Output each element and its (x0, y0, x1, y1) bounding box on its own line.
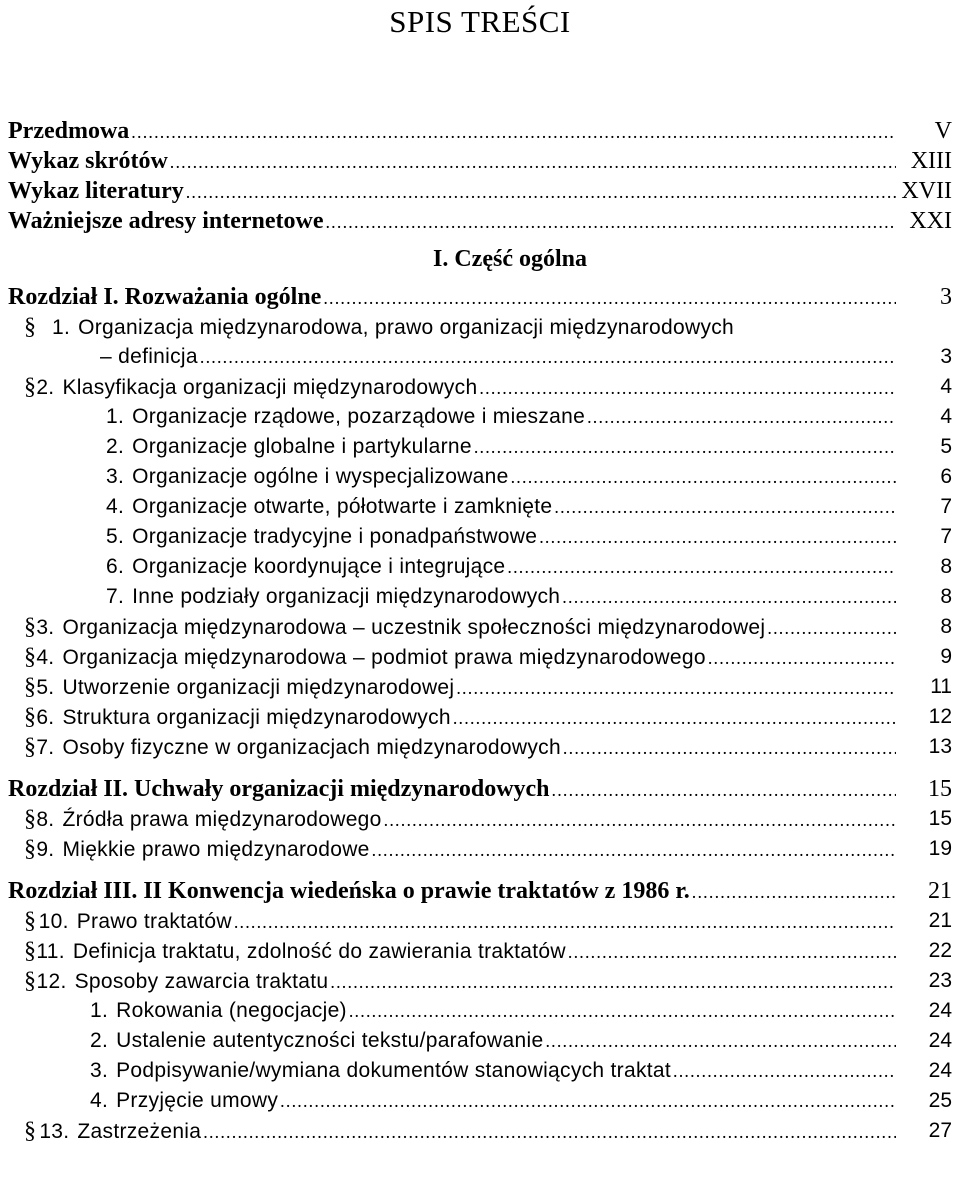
section-title: Miękkie prawo międzynarodowe (62, 838, 370, 861)
subsection-title: Inne podziały organizacji międzynarodowych (132, 585, 561, 608)
entry-page-number: 27 (928, 1119, 952, 1142)
entry-page-number: 6 (940, 465, 952, 488)
toc-entry-subsection[interactable] (0, 1026, 960, 1056)
part-heading-row (0, 244, 960, 274)
entry-page-number: 24 (928, 999, 952, 1022)
toc-entry-section-continuation[interactable] (0, 342, 960, 372)
entry-page-number: 7 (940, 525, 952, 548)
section-sign-icon: § (24, 674, 37, 700)
entry-title: Przedmowa (8, 118, 130, 144)
entry-page-number: 3 (940, 345, 952, 368)
dot-leader (562, 582, 896, 612)
section-number: 5. (36, 676, 55, 699)
section-title: Struktura organizacji międzynarodowych (62, 706, 451, 729)
subsection-number: 7. (106, 585, 125, 608)
subsection-title: Organizacje koordynujące i integrujące (132, 555, 506, 578)
subsection-number: 4. (90, 1089, 109, 1112)
dot-leader (554, 492, 896, 522)
subsection-title: Ustalenie autentyczności tekstu/parafowanie (116, 1029, 544, 1052)
section-sign-icon: § (24, 314, 37, 340)
toc-entry-section[interactable] (0, 1116, 960, 1146)
entry-page-number: XIII (910, 148, 952, 174)
dot-leader (539, 522, 896, 552)
entry-page-number: 11 (930, 675, 952, 698)
dot-leader (349, 996, 896, 1026)
section-number: 9. (36, 838, 55, 861)
toc-entry-front-matter[interactable] (0, 206, 960, 236)
entry-page-number: V (934, 118, 952, 144)
entry-page-number: 9 (940, 645, 952, 668)
dot-leader (456, 673, 896, 702)
section-sign-icon: § (24, 806, 37, 832)
toc-entry-section[interactable] (0, 834, 960, 864)
toc-entry-subsection[interactable] (0, 402, 960, 432)
subsection-title: Przyjęcie umowy (116, 1089, 279, 1112)
toc-entry-subsection[interactable] (0, 582, 960, 612)
section-title: Organizacja międzynarodowa – uczestnik społeczności międzynarodowej (62, 616, 766, 639)
entry-page-number: 8 (940, 555, 952, 578)
dot-leader (323, 283, 896, 312)
dot-leader (453, 703, 896, 732)
section-title: Źródła prawa międzynarodowego (62, 808, 382, 831)
entry-page-number: 21 (928, 909, 952, 932)
toc-entry-chapter[interactable] (0, 282, 960, 312)
dot-leader (479, 373, 896, 402)
subsection-number: 4. (106, 495, 125, 518)
entry-page-number: 21 (928, 878, 952, 904)
section-title: Organizacja międzynarodowa – podmiot prawa międzynarodowego (62, 646, 706, 669)
toc-entry-subsection[interactable] (0, 1056, 960, 1086)
section-sign-icon: § (24, 374, 37, 400)
dot-leader (372, 835, 896, 864)
toc-entry-section[interactable] (0, 804, 960, 834)
section-title: Definicja traktatu, zdolność do zawierania traktatów (72, 940, 566, 963)
dot-leader (507, 552, 896, 582)
dot-leader (552, 775, 896, 804)
dot-leader (325, 207, 896, 236)
section-sign-icon: § (24, 704, 37, 730)
subsection-number: 2. (106, 435, 125, 458)
section-sign-icon: § (24, 938, 37, 964)
entry-title: Wykaz literatury (8, 178, 184, 204)
toc-entry-section[interactable] (0, 966, 960, 996)
entry-page-number: 15 (928, 807, 952, 830)
subsection-number: 3. (106, 465, 125, 488)
toc-entry-section[interactable] (0, 642, 960, 672)
subsection-number: 2. (90, 1029, 109, 1052)
subsection-title: Organizacje globalne i partykularne (132, 435, 472, 458)
subsection-number: 6. (106, 555, 125, 578)
dot-leader (568, 937, 896, 966)
section-number: 10. (38, 910, 69, 933)
page-title: SPIS TREŚCI (389, 4, 571, 39)
entry-page-number: 24 (928, 1029, 952, 1052)
section-sign-icon: § (24, 1118, 37, 1144)
dot-leader (330, 967, 896, 996)
toc-entry-chapter[interactable] (0, 876, 960, 906)
table-of-contents (0, 116, 960, 1146)
section-title: Prawo traktatów (76, 910, 232, 933)
subsection-title: Organizacje tradycyjne i ponadpaństwowe (132, 525, 538, 548)
toc-entry-section[interactable] (0, 372, 960, 402)
toc-entry-subsection[interactable] (0, 996, 960, 1026)
subsection-number: 3. (90, 1059, 109, 1082)
section-number: 13. (39, 1120, 70, 1143)
section-sign-icon: § (24, 734, 37, 760)
section-number: 3. (36, 616, 55, 639)
entry-page-number: 23 (928, 969, 952, 992)
entry-page-number: 7 (940, 495, 952, 518)
section-title: Sposoby zawarcia traktatu (74, 970, 329, 993)
dot-leader (692, 877, 896, 906)
entry-page-number: 8 (940, 615, 952, 638)
dot-leader (587, 402, 896, 432)
section-sign-icon: § (24, 968, 37, 994)
subsection-number: 5. (106, 525, 125, 548)
entry-page-number: 12 (928, 705, 952, 728)
subsection-number: 1. (106, 405, 125, 428)
section-number: 6. (36, 706, 55, 729)
subsection-title: Podpisywanie/wymiana dokumentów stanowiących traktat (116, 1059, 671, 1082)
dot-leader (186, 177, 896, 206)
toc-entry-subsection[interactable] (0, 432, 960, 462)
section-number: 2. (36, 376, 55, 399)
toc-entry-section[interactable] (0, 612, 960, 642)
toc-entry-subsection[interactable] (0, 552, 960, 582)
subsection-title: Rokowania (negocjacje) (116, 999, 347, 1022)
toc-entry-subsection[interactable] (0, 492, 960, 522)
toc-entry-chapter[interactable] (0, 774, 960, 804)
section-title: Klasyfikacja organizacji międzynarodowych (62, 376, 478, 399)
dot-leader (673, 1056, 896, 1086)
section-title: Utworzenie organizacji międzynarodowej (62, 676, 455, 699)
section-number: 7. (36, 736, 55, 759)
section-sign-icon: § (24, 644, 37, 670)
section-number: 1. (52, 316, 71, 339)
section-title: Zastrzeżenia (77, 1120, 202, 1143)
subsection-number: 1. (90, 999, 109, 1022)
entry-page-number: 4 (940, 375, 952, 398)
toc-entry-section[interactable] (0, 732, 960, 762)
toc-entry-section[interactable] (0, 312, 960, 342)
chapter-title: Rozdział II. Uchwały organizacji międzynarodowych (8, 776, 550, 802)
toc-entry-subsection[interactable] (0, 462, 960, 492)
toc-entry-section[interactable] (0, 702, 960, 732)
section-sign-icon: § (24, 836, 37, 862)
toc-entry-front-matter[interactable] (0, 146, 960, 176)
entry-page-number: 19 (928, 837, 952, 860)
dot-leader (131, 117, 896, 146)
section-number: 4. (36, 646, 55, 669)
entry-page-number: 13 (928, 735, 952, 758)
section-sign-icon: § (24, 614, 37, 640)
dot-leader (280, 1086, 896, 1116)
dot-leader (384, 805, 896, 834)
toc-entry-subsection[interactable] (0, 1086, 960, 1116)
dot-leader (474, 432, 896, 462)
dot-leader (545, 1026, 896, 1056)
dot-leader (200, 342, 896, 372)
subsection-title: Organizacje ogólne i wyspecjalizowane (132, 465, 509, 488)
entry-title: Ważniejsze adresy internetowe (8, 208, 324, 234)
section-number: 12. (36, 970, 67, 993)
entry-page-number: XVII (901, 178, 952, 204)
section-title: Organizacja międzynarodowa, prawo organizacji międzynarodowych (78, 316, 735, 339)
entry-page-number: 15 (928, 776, 952, 802)
section-number: 11. (36, 940, 65, 963)
entry-page-number: 22 (928, 939, 952, 962)
entry-page-number: 8 (940, 585, 952, 608)
dot-leader (767, 613, 896, 642)
toc-entry-front-matter[interactable] (0, 176, 960, 206)
entry-page-number: 4 (940, 405, 952, 428)
chapter-title: Rozdział III. II Konwencja wiedeńska o prawie traktatów z 1986 r. (8, 878, 690, 904)
entry-page-number: 3 (940, 284, 952, 310)
subsection-title: Organizacje rządowe, pozarządowe i mieszane (132, 405, 586, 428)
dot-leader (708, 643, 896, 672)
toc-entry-subsection[interactable] (0, 522, 960, 552)
entry-page-number: 24 (928, 1059, 952, 1082)
section-title: Osoby fizyczne w organizacjach międzynarodowych (62, 736, 561, 759)
entry-page-number: 5 (940, 435, 952, 458)
dot-leader (170, 147, 896, 176)
dot-leader (511, 462, 896, 492)
subsection-title: Organizacje otwarte, półotwarte i zamknięte (132, 495, 553, 518)
toc-entry-section[interactable] (0, 906, 960, 936)
section-sign-icon: § (24, 908, 37, 934)
entry-page-number: XXI (909, 208, 952, 234)
entry-page-number: 25 (928, 1089, 952, 1112)
toc-entry-section[interactable] (0, 672, 960, 702)
chapter-title: Rozdział I. Rozważania ogólne (8, 284, 322, 310)
dot-leader (563, 733, 896, 762)
toc-entry-section[interactable] (0, 936, 960, 966)
section-number: 8. (36, 808, 55, 831)
dot-leader (234, 907, 896, 936)
section-title-continuation: – definicja (100, 345, 198, 368)
entry-title: Wykaz skrótów (8, 148, 168, 174)
toc-entry-front-matter[interactable] (0, 116, 960, 146)
part-heading: I. Część ogólna (433, 246, 587, 272)
dot-leader (203, 1117, 896, 1146)
